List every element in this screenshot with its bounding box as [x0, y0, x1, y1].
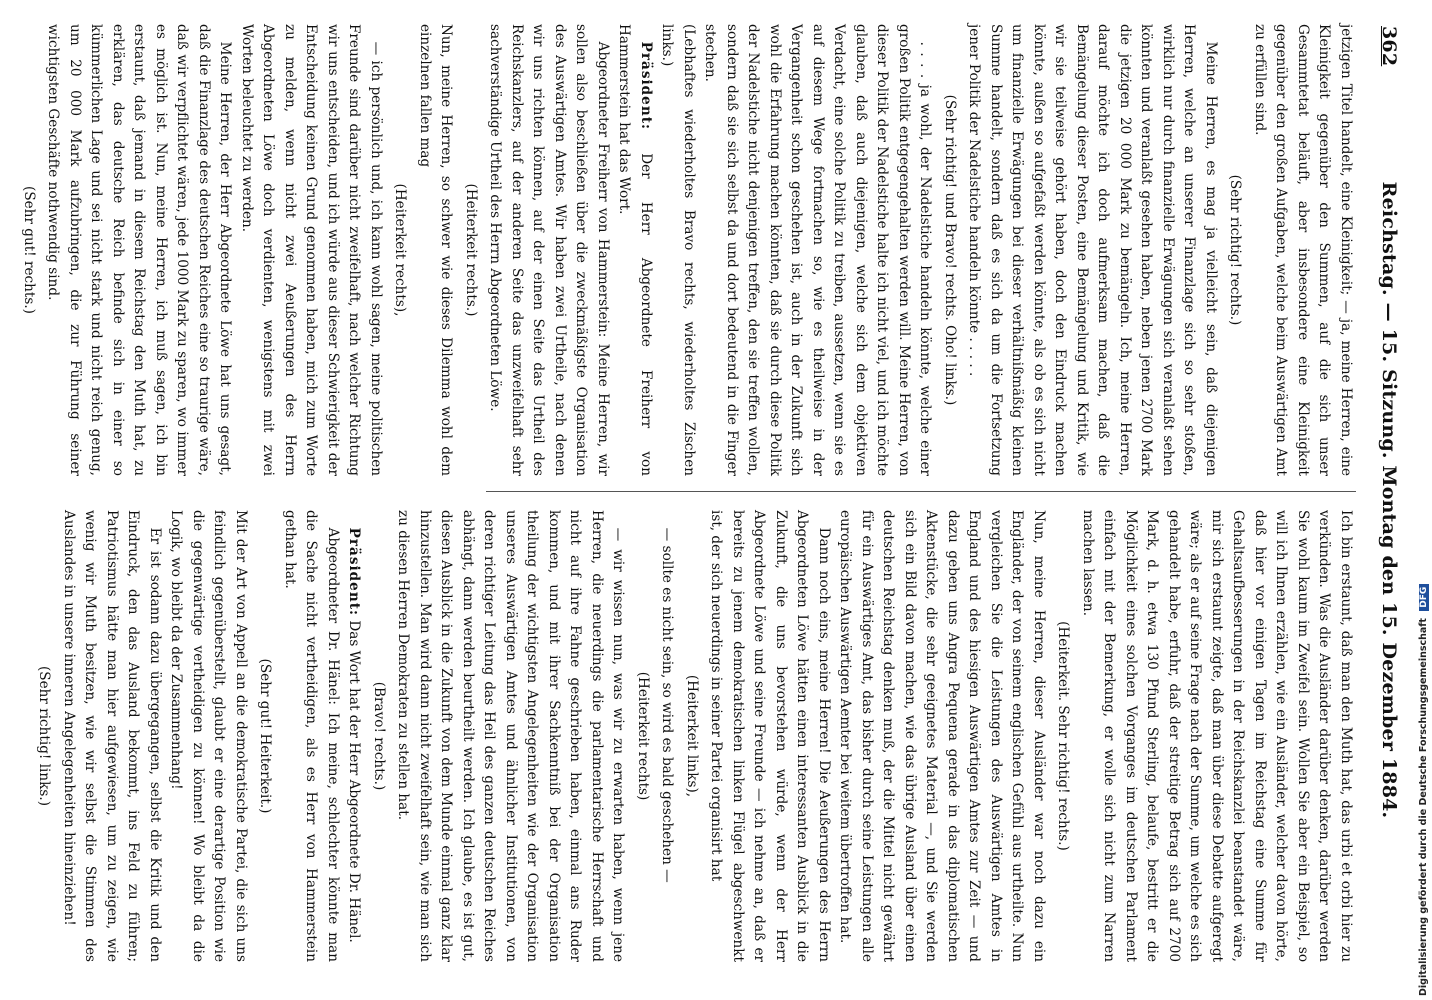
stage-direction: (Sehr richtig! und Bravo! rechts. Oho! links.): [942, 94, 958, 406]
stage-direction: (Sehr richtig! rechts.): [1227, 174, 1244, 326]
stage-direction: (Heiterkeit rechts),: [392, 183, 409, 317]
paragraph: . . . . ja wohl, der Nadelstiche handeln könnte, welche einer großen Politik entgegengehalten werden will. Meine Herren, von dieser Politik der Nadelstiche halte ich nicht viel, und ich möchte glauben, daß auch diejenigen, welche sich dem objektiven Verdacht, eine solche Politik zu treiben, aussetzen, wenn sie es auf diesem Wege fortmachen so, wie es theilweise in der Vergangenheit schon geschehen ist, auch in der Zukunft sich wohl die Erfahrung machen könnten, daß sie durch diese Politik der Nadelstiche nicht denjenigen treffen, den sie treffen wollen, sondern daß sie sich selbst da und dort bedeutend in die Finger stechen.: [702, 24, 934, 476]
speaker-paragraph: [613, 24, 656, 476]
paragraph: Ich bin erstaunt, daß man den Muth hat, das urbi et orbi hier zu verkünden. Was die Ausländer darüber denken, darüber werden Sie wohl kaum im Zweifel sein. Wollen Sie aber ein Beispiel, so will ich Ihnen erzählen, wie ein Ausländer, welcher davon hörte, daß hier vor einigen Tagen im Reichstag eine Summe für Gehaltsaufbesserungen in der Reichskanzlei beanstandet wäre, mir sich erstaunt zeigte, daß man über diese Debatte aufgeregt wäre; als er auf seine Frage nach der Summe, um welche es sich gehandelt habe, erfuhr, daß der streitige Betrag sich auf 2700 Mark, d. h. etwa 130 Pfund Sterling, belaufe, bestritt er die Möglichkeit eines solchen Vorganges im deutschen Parlament einfach mit der Bemerkung, er wolle sich nicht zum Narren machen lassen.: [1080, 510, 1354, 962]
paragraph: (Lebhaftes wiederholtes Bravo rechts, wiederholtes Zischen links.): [659, 24, 697, 476]
speaker-label: Präsident:: [346, 527, 363, 617]
credit-text: Digitalisierung gefördert durch die Deutsche Forschungsgemeinschaft: [1418, 618, 1429, 996]
stage-direction: (Heiterkeit rechts.): [463, 183, 479, 317]
running-head: [1364, 20, 1400, 980]
paragraph: Mit der Art von Appell an die demokratische Partei, die sich uns feindlich gegenüberstellt, glaubt er eine derartige Position wie die gegenwärtige vertheidigen zu können! Wo bleibt da die Logik, wo bleibt da der Zusammenhang!: [168, 510, 249, 962]
left-column: [15, 24, 1357, 476]
paragraph: Abgeordneter Dr. Hänel: Ich meine, schlechter könnte man die Sache nicht vertheidigen, als es Herr von Hammerstein gethan hat.: [282, 510, 341, 962]
paragraph: — wir wissen nun, was wir zu erwarten haben, wenn jene Herren, die neuerdings die parlamentarische Herrschaft und nicht auf ihre Fahne geschrieben haben, einmal ans Ruder kommen, und mit ihrer Sachkenntniß bei der Organisation theilung der wichtigsten Angelegenheiten wie der Organisation unseres Auswärtigen Amtes und ähnlicher Institutionen, von deren richtiger Leitung das Heil des ganzen deutschen Reiches abhängt, dann werden beurtheilt werden. Ich glaube, es ist gut, diesen Ausblick in die Zukunft von dem Munde einmal ganz klar hinzustellen. Man wird dann nicht zweifelhaft sein, wie man sich zu diesen Herren Demokraten zu stellen hat.: [395, 510, 627, 962]
paragraph: Abgeordneter Freiherr von Hammerstein: Meine Herren, wir sollen also beschließen über die zweckmäßigste Organisation des Auswärtigen Amtes. Wir haben zwei Urtheile, nach denen wir uns richten können, auf der einen Seite das Urtheil des Reichskanzlers, auf der anderen Seite das unzweifelhaft sehr sachverständige Urtheil des Herrn Abgeordneten Löwe.: [487, 24, 611, 476]
stage-direction: (Heiterkeit links),: [684, 674, 700, 798]
stage-direction: (Heiterkeit. Sehr richtig! rechts.): [1055, 621, 1072, 851]
paragraph: Meine Herren, der Herr Abgeordnete Löwe hat uns gesagt, daß die Finanzlage des deutschen Reiches eine so traurige wäre, daß wir verpflichtet wären, jede 1000 Mark zu sparen, wo immer es möglich ist. Nun, meine Herren, ich muß sagen, ich bin erstaunt, daß jemand in diesem Reichstag den Muth hat, zu erklären, das deutsche Reich befinde sich in einer so kümmerlichen Lage und sei nicht stark und nicht reich genug, um 20 000 Mark aufzubringen, die zur Führung seiner wichtigsten Geschäfte nothwendig sind.: [45, 24, 234, 476]
paragraph: — ich persönlich und, ich kann wohl sagen, meine politischen Freunde sind darüber nicht zweifelhaft, nach welcher Richtung wir uns entscheiden, und ich würde aus dieser Schwierigkeit der Entscheidung keinen Grund genommen haben, mich zum Worte zu melden, wenn nicht zwei Aeußerungen des Herrn Abgeordneten Löwe doch verdienten, wenigstens mit zwei Worten beleuchtet zu werden.: [239, 24, 384, 476]
stage-direction: (Sehr richtig! links.): [36, 665, 53, 807]
stage-direction: (Sehr gut! rechts.): [21, 186, 37, 314]
speaker-text: Der Herr Abgeordnete Freiherr von Hammerstein hat das Wort.: [616, 24, 654, 476]
paragraph: Meine Herren, es mag ja vielleicht sein, daß diejenigen Herren, welche an unserer Finanzlage sich so sehr stoßen, wirklich nur durch finanzielle Erwägungen sich veranlaßt sehen könnten und veranlaßt gesehen haben, neben jenen 2700 Mark die jetzigen 20 000 Mark zu bemängeln. Ich, meine Herren, darauf möchte ich doch aufmerksam machen, daß die Bemängelung dieser Posten, eine Bemängelung und Kritik, wie wir sie teilweise gehört haben, doch den Eindruck machen könnte, außen so aufgefaßt werden könnte, als ob es sich nicht um finanzielle Erwägungen bei dieser verhältnißmäßig kleinen Summe handelt, sondern daß es sich da um die Fortsetzung jener Politik der Nadelstiche handeln könnte . . . . .: [966, 24, 1219, 476]
speaker-label: Präsident:: [638, 41, 654, 131]
stage-direction: (Sehr gut! Heiterkeit.): [257, 658, 274, 814]
speaker-text: Das Wort hat der Herr Abgeordnete Dr. Hänel.: [346, 620, 363, 943]
paragraph: Er ist sodann dazu übergegangen, selbst die Kritik und den Eindruck, den das Ausland bekommt, ins Feld zu führen; Patriotismus hätte man hier aufgewiesen, um zu zeigen, wie wenig wir Muth besitzen, wie wir selbst die Stimmen des Auslandes in unsere inneren Angelegenheiten hineinziehen!: [61, 510, 163, 962]
stage-direction: (Heiterkeit rechts): [635, 671, 651, 801]
speaker-paragraph: [343, 510, 365, 962]
digitization-credit: [1418, 584, 1429, 996]
paragraph: — sollte es nicht sein, so wird es bald geschehen —: [659, 527, 676, 883]
right-column: [30, 510, 1356, 962]
page-number: 362: [1378, 26, 1400, 67]
rotated-page: [20, 20, 1400, 980]
paragraph: Dann noch eins, meine Herren! Die Aeußerungen des Herrn Abgeordneten Löwe hätten einen interessanten Ausblick in die Zukunft, die uns bevorstehen würde, wenn der Herr Abgeordnete Löwe und seine Freunde — ich nehme an, daß er bereits zu jenem demokratischen linken Flügel abgeschwenkt ist, der sich neuerdings in seiner Partei organisirt hat: [708, 510, 832, 962]
paragraph: Nun, meine Herren, dieser Ausländer war noch dazu ein Engländer, der von seinem englischen Gefühl aus urtheilte. Nun vergleichen Sie die Leistungen des Auswärtigen Amtes in England und des hiesigen Auswärtigen Amtes zur Zeit — und dazu geben uns Angra Pequena gerade in das diplomatischen Aktenstücke, die sehr geeignetes Material —, und Sie werden sich ein Bild davon machen, wie das übrige Ausland über einen deutschen Reichstag denken muß, der die Mittel nicht gewährt für ein Auswärtiges Amt, das bisher durch seine Leistungen alle europäischen Auswärtigen Aemter bei weitem übertroffen hat.: [837, 510, 1047, 962]
paragraph: Nun, meine Herren, so schwer wie dieses Dilemma wohl dem einzelnen fallen mag: [417, 24, 455, 476]
column-divider: [486, 491, 1356, 492]
dfg-logo: DFG: [1419, 584, 1429, 611]
paragraph: jetzigen Titel handelt, eine Kleinigkeit; — ja, meine Herren, eine Kleinigkeit gegenüber den Summen, auf die sich unser Gesammtetat beläuft, aber insbesondere eine Kleinigkeit gegenüber den großen Aufgaben, welche beim Auswärtigen Amt zu erfüllen sind.: [1252, 24, 1354, 476]
running-title: Reichstag. — 15. Sitzung. Montag den 15. Dezember 1884.: [1378, 181, 1400, 819]
stage-direction: (Bravo! rechts.): [371, 681, 387, 791]
